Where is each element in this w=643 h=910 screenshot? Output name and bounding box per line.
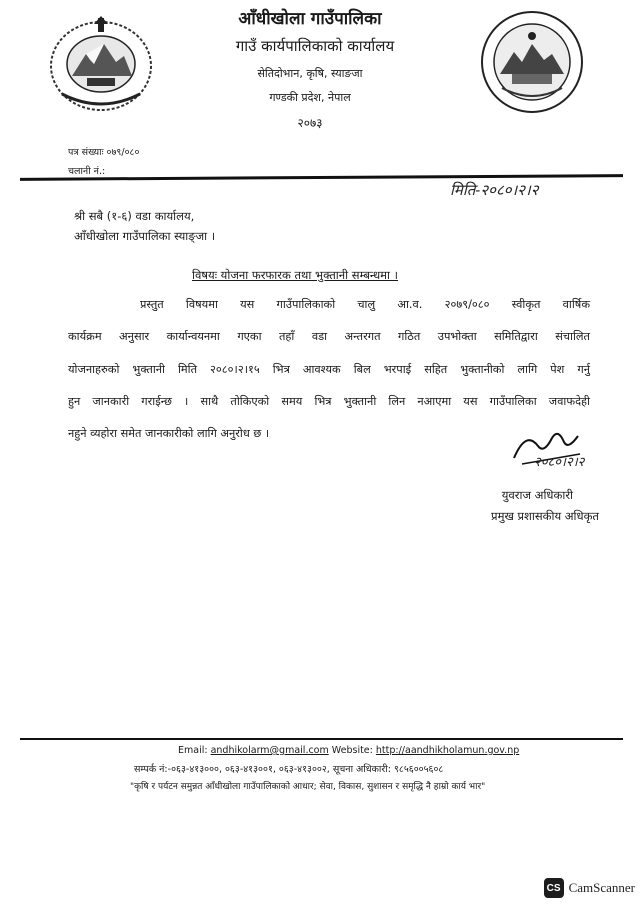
footer-slogan: "कृषि र पर्यटन समुन्नत आँधीखोला गाउँपालिकाको आधार; सेवा, विकास, सुशासन र समृद्धि नै हाम्रो कार्य भार" — [130, 782, 486, 792]
footer-phone: सम्पर्क नं:-०६३-४१३०००, ०६३-४१३००१, ०६३-४१३००२, सूचना अधिकारी: ९८५६००५६०८ — [134, 764, 444, 775]
website-link[interactable]: http://aandhikholamun.gov.np — [375, 745, 520, 756]
website-label: Website: — [331, 745, 373, 756]
nepal-emblem-logo — [42, 14, 160, 114]
signature-date: २०८०।२।२ — [534, 455, 585, 470]
municipality-seal-logo — [472, 8, 592, 116]
signatory-name: युवराज अधिकारी — [501, 488, 573, 502]
address-line: सेतिदोभान, कृषि, स्याङजा — [257, 67, 363, 80]
recipient-line-1: श्री सबै (१-६) वडा कार्यालय, — [74, 209, 195, 223]
recipient-line-2: आँधीखोला गाउँपालिका स्याङ्जा । — [74, 229, 216, 243]
footer-divider — [20, 738, 623, 740]
handwritten-date: मिति-२०८०।२।२ — [450, 181, 539, 199]
signatory-title: प्रमुख प्रशासकीय अधिकृत — [491, 509, 599, 523]
letter-number: पत्र संख्याः ०७९/०८० — [68, 147, 140, 158]
established-year: २०७३ — [297, 116, 323, 130]
email-link[interactable]: andhikolarm@gmail.com — [210, 745, 329, 756]
camscanner-label: CamScanner — [568, 880, 635, 895]
subject-line: विषयः योजना फरफारक तथा भुक्तानी सम्बन्धमा । — [192, 268, 399, 282]
footer-contact-web — [178, 745, 519, 756]
body-line-2: कार्यक्रम अनुसार कार्यान्वयनमा गएका तहाँ वडा अन्तरगत गठित उपभोक्ता समितिद्वारा संचालित — [68, 330, 590, 343]
office-name: गाउँ कार्यपालिकाको कार्यालय — [235, 37, 395, 55]
body-line-3: योजनाहरुको भुक्तानी मिति २०८०।२।१५ भित्र आवश्यक बिल भरपाई सहित भुक्तानीको लागि पेश गर्नु — [68, 363, 590, 376]
dispatch-number: चलानी नं.: — [68, 166, 106, 177]
body-line-5: नहुने व्यहोरा समेत जानकारीको लागि अनुरोध छ । — [68, 427, 270, 440]
org-name: आँधीखोला गाउँपालिका — [238, 9, 382, 29]
email-label: Email: — [178, 745, 208, 756]
body-line-4: हुन जानकारी गराईन्छ । साथै तोकिएको समय भित्र भुक्तानी लिन नआएमा यस गाउँपालिका जवाफदेही — [68, 395, 590, 408]
province-line: गण्डकी प्रदेश, नेपाल — [269, 91, 351, 104]
body-line-1: प्रस्तुत विषयमा यस गाउँपालिकाको चालु आ.व. २०७९/०८० स्वीकृत वार्षिक — [140, 298, 590, 311]
camscanner-badge — [544, 878, 635, 898]
camscanner-icon: CS — [544, 878, 564, 898]
